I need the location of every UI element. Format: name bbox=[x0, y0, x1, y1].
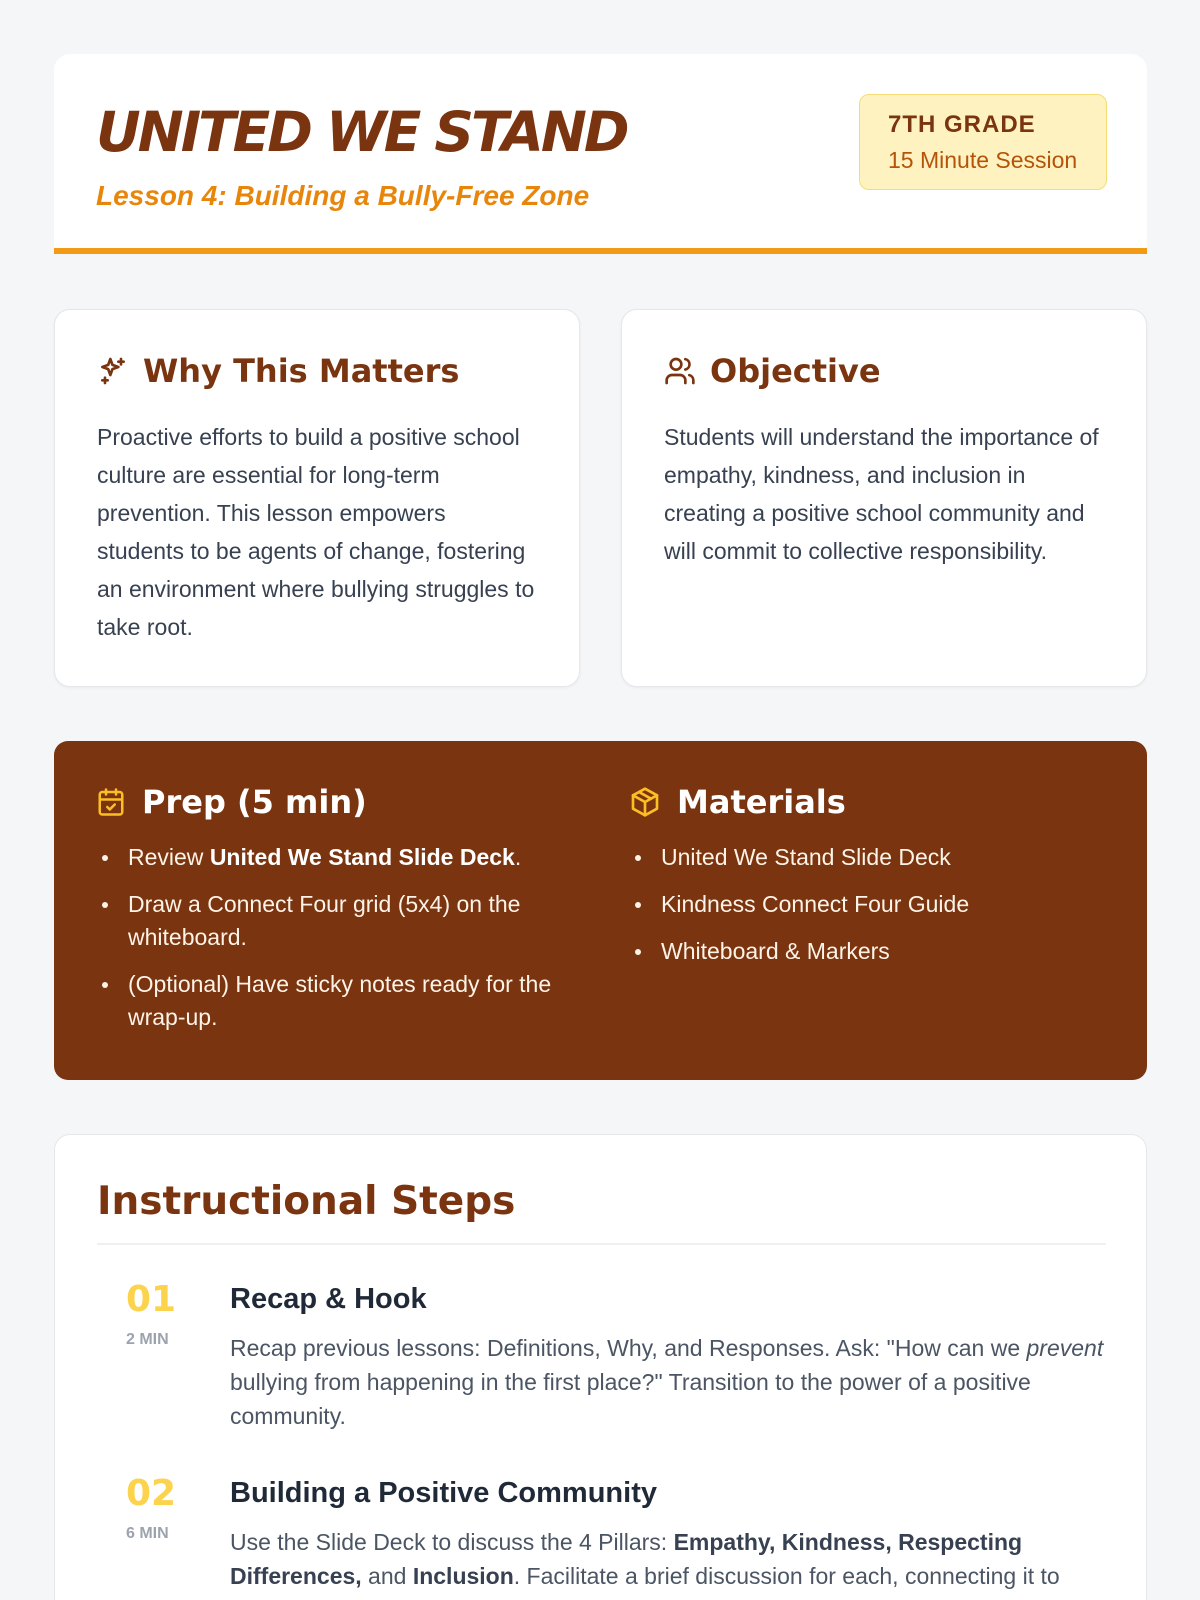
prep-item: Draw a Connect Four grid (5x4) on the whiteboard. bbox=[96, 888, 566, 954]
step-number: 02 bbox=[126, 1473, 177, 1514]
why-this-matters-card bbox=[54, 309, 580, 687]
materials-item: Kindness Connect Four Guide bbox=[629, 888, 1109, 921]
sparkles-icon bbox=[97, 355, 129, 387]
divider bbox=[97, 1243, 1106, 1245]
box-icon bbox=[629, 786, 661, 818]
step-number: 01 bbox=[126, 1279, 177, 1320]
prep-item: Review United We Stand Slide Deck. bbox=[96, 841, 566, 874]
step-title: Recap & Hook bbox=[230, 1283, 427, 1315]
prep-item: (Optional) Have sticky notes ready for the wrap-up. bbox=[96, 968, 566, 1034]
prep-column bbox=[96, 783, 566, 1048]
why-heading bbox=[97, 352, 459, 390]
materials-item: United We Stand Slide Deck bbox=[629, 841, 1109, 874]
calendar-check-icon bbox=[96, 787, 126, 817]
grade-label: 7TH GRADE bbox=[888, 111, 1036, 138]
steps-heading: Instructional Steps bbox=[97, 1179, 516, 1224]
step-description: Use the Slide Deck to discuss the 4 Pillars: Empathy, Kindness, Respecting Differences, and Inclusion. Facilitate a brief discussion for each, connecting it to bbox=[230, 1529, 1060, 1589]
objective-card bbox=[621, 309, 1147, 687]
instructional-steps-card bbox=[54, 1134, 1147, 1600]
session-length: 15 Minute Session bbox=[888, 147, 1078, 173]
page-title: UNITED WE STAND bbox=[96, 100, 627, 164]
prep-heading-text: Prep (5 min) bbox=[142, 783, 367, 821]
users-icon bbox=[664, 355, 696, 387]
objective-heading-text: Objective bbox=[710, 352, 881, 390]
step-duration: 6 MIN bbox=[126, 1525, 169, 1542]
lesson-subtitle: Lesson 4: Building a Bully-Free Zone bbox=[96, 180, 590, 211]
lesson-header bbox=[54, 54, 1147, 254]
materials-column bbox=[629, 783, 1109, 982]
step-description: Recap previous lessons: Definitions, Why, and Responses. Ask: "How can we prevent bullying from happening in the first place?" Transition to the power of a positive community. bbox=[230, 1335, 1104, 1429]
objective-body: Students will understand the importance of empathy, kindness, and inclusion in creating a positive school community and will commit to collective responsibility. bbox=[664, 424, 1099, 564]
prep-materials-panel bbox=[54, 741, 1147, 1080]
step-duration: 2 MIN bbox=[126, 1331, 169, 1348]
materials-heading-text: Materials bbox=[677, 783, 846, 821]
step-title: Building a Positive Community bbox=[230, 1477, 657, 1509]
materials-item: Whiteboard & Markers bbox=[629, 935, 1109, 968]
why-body: Proactive efforts to build a positive school culture are essential for long-term prevention. This lesson empowers students to be agents of change, fostering an environment where bullying struggles to take root. bbox=[97, 424, 535, 640]
why-heading-text: Why This Matters bbox=[143, 352, 460, 390]
materials-heading bbox=[629, 783, 1109, 821]
objective-heading bbox=[664, 352, 881, 390]
prep-list bbox=[96, 841, 566, 1034]
materials-list bbox=[629, 841, 1109, 968]
prep-heading bbox=[96, 783, 566, 821]
grade-badge bbox=[859, 94, 1107, 190]
